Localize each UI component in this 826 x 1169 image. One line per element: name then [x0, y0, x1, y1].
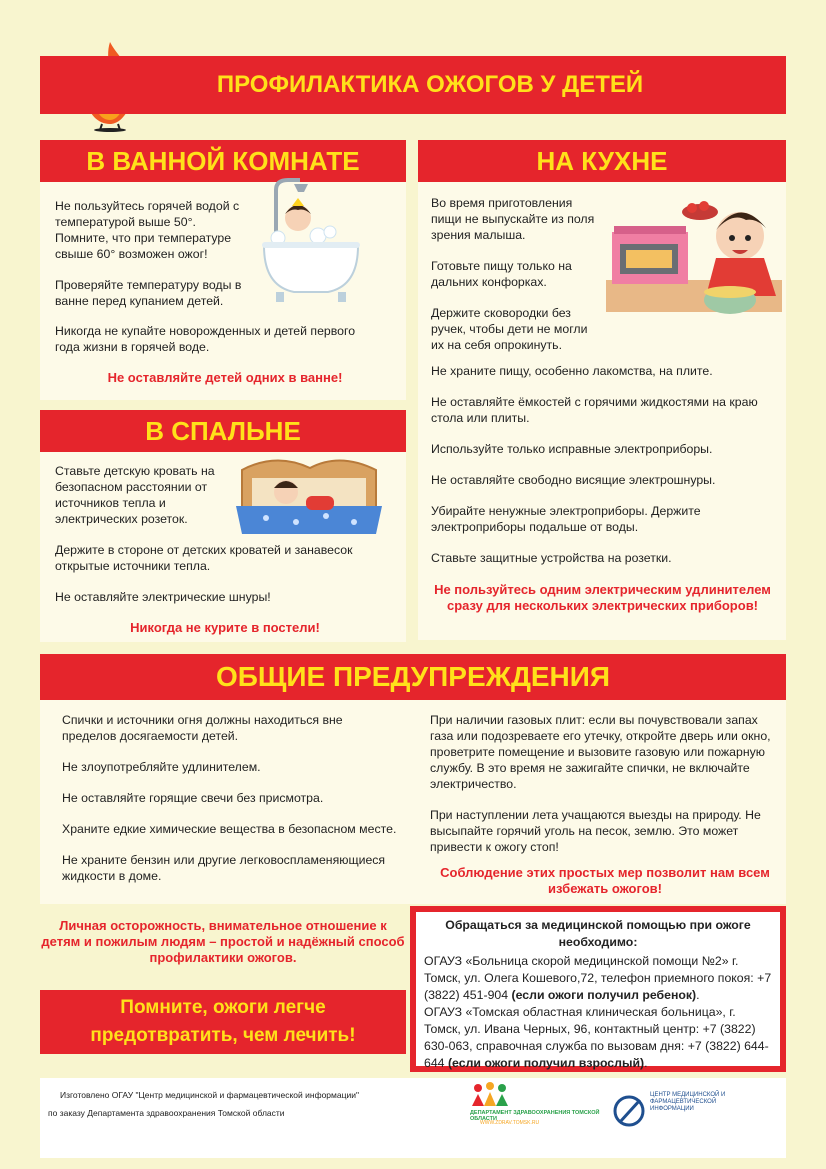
footer: [40, 1078, 786, 1158]
bathroom-text: [55, 198, 250, 324]
kitchen-text-top: [431, 195, 601, 368]
kitchen-para: Убирайте ненужные электроприборы. Держите электроприборы подальше от воды.: [431, 504, 701, 534]
bathroom-warning: Не оставляйте детей одних в ванне!: [107, 370, 343, 385]
page-title: ПРОФИЛАКТИКА ОЖОГОВ У ДЕТЕЙ: [40, 56, 786, 114]
kitchen-warning: Не пользуйтесь одним электрическим удлинителем сразу для нескольких электрических приборов!: [434, 582, 771, 613]
kitchen-para: Готовьте пищу только на дальних конфорках.: [431, 259, 572, 289]
medical-hospital-2: ОГАУЗ «Томская областная клиническая больница», г. Томск, ул. Ивана Черных, 96, контактный центр: +7 (3822) 630-063, справочная служба по вызовам дня: +7 (3822) 644-644 (если ожоги получил взрослый).: [424, 1005, 769, 1070]
bathroom-para: Не пользуйтесь горячей водой с температурой выше 50°. Помните, что при температуре свыше 60° возможен ожог!: [55, 199, 240, 261]
medical-heading: Обращаться за медицинской помощью при ожоге необходимо:: [445, 918, 751, 949]
general-left-para: Храните едкие химические вещества в безопасном месте.: [62, 822, 397, 836]
hospital-2-note: (если ожоги получил взрослый): [447, 1056, 645, 1070]
health-department-url: WWW.ZDRAV.TOMSK.RU: [480, 1120, 540, 1126]
bathroom-para: Никогда не купайте новорожденных и детей первого года жизни в горячей воде.: [55, 324, 356, 354]
kitchen-para: Не оставляйте ёмкостей с горячими жидкостями на краю стола или плиты.: [431, 395, 758, 425]
health-department-name: ДЕПАРТАМЕНТ ЗДРАВООХРАНЕНИЯ ТОМСКОЙ ОБЛАСТИ: [470, 1110, 600, 1122]
bedroom-para: Не оставляйте электрические шнуры!: [55, 590, 271, 604]
health-department-logo-icon: [470, 1082, 510, 1110]
general-left-para: Не храните бензин или другие легковоспламеняющиеся жидкости в доме.: [62, 853, 386, 883]
general-right-warning: Соблюдение этих простых мер позволит нам всем избежать ожогов!: [440, 865, 770, 896]
bedroom-title: В СПАЛЬНЕ: [40, 410, 406, 452]
bedroom-text-top: [55, 463, 230, 542]
general-right-para: При наступлении лета учащаются выезды на природу. Не высыпайте горячий уголь на песок, землю. Это может привести к ожогу стоп!: [430, 808, 761, 854]
medical-info-center-logo-icon: [612, 1094, 646, 1128]
general-left-para: Не злоупотребляйте удлинителем.: [62, 760, 261, 774]
bathtub-illustration-icon: [258, 176, 364, 306]
hospital-2-text: ОГАУЗ «Томская областная клиническая больница», г. Томск, ул. Ивана Черных, 96, контактный центр: +7 (3822) 630-063, справочная служба по вызовам дня: +7 (3822) 644-644: [424, 1005, 769, 1070]
kitchen-para: Не оставляйте свободно висящие электрошнуры.: [431, 473, 716, 487]
medical-hospital-1: ОГАУЗ «Больница скорой медицинской помощи №2» г. Томск, ул. Олега Кошевого,72, телефон приемного покоя: +7 (3822) 451-904 (если ожоги получил ребенок).: [424, 954, 772, 1002]
bedroom-text-bottom: [55, 542, 395, 620]
bathroom-para: Проверяйте температуру воды в ванне перед купанием детей.: [55, 278, 242, 308]
general-right-para: При наличии газовых плит: если вы почувствовали запах газа или подозреваете его утечку, откройте дверь или окно, проветрите помещение и вызовите газовую или пожарную службу. В это время не зажигайте спички, не включайте электричество.: [430, 713, 771, 791]
kitchen-para: Держите сковородки без ручек, чтобы дети не могли их на себя опрокинуть.: [431, 306, 588, 352]
bathroom-text-wide: [55, 323, 375, 370]
general-left-text: [62, 712, 397, 899]
kitchen-para: Ставьте защитные устройства на розетки.: [431, 551, 672, 565]
general-left-warning: Личная осторожность, внимательное отношение к детям и пожилым людям – простой и надёжный способ профилактики ожогов.: [41, 918, 405, 965]
kitchen-para: Не храните пищу, особенно лакомства, на плите.: [431, 364, 713, 378]
general-right-text: [430, 712, 775, 870]
bed-illustration-icon: [236, 456, 382, 538]
kitchen-para: Во время приготовления пищи не выпускайте из поля зрения малыша.: [431, 196, 595, 242]
hospital-1-text: ОГАУЗ «Больница скорой медицинской помощи №2» г. Томск, ул. Олега Кошевого,72, телефон приемного покоя: +7 (3822) 451-904: [424, 954, 772, 1002]
footer-line-1: Изготовлено ОГАУ "Центр медицинской и фармацевтической информации": [60, 1090, 359, 1100]
general-left-para: Не оставляйте горящие свечи без присмотра.: [62, 791, 324, 805]
hospital-1-note: (если ожоги получил ребенок): [511, 988, 697, 1002]
kitchen-text-bottom: [431, 363, 776, 581]
bedroom-para: Ставьте детскую кровать на безопасном расстоянии от источников тепла и электрических розеток.: [55, 464, 215, 526]
bathroom-title: В ВАННОЙ КОМНАТЕ: [40, 140, 406, 182]
slogan-banner: Помните, ожоги легче предотвратить, чем лечить!: [40, 990, 406, 1054]
medical-info-box: [410, 906, 786, 1072]
general-left-para: Спички и источники огня должны находиться вне пределов досягаемости детей.: [62, 713, 343, 743]
bedroom-warning: Никогда не курите в постели!: [130, 620, 320, 635]
kitchen-para: Используйте только исправные электроприборы.: [431, 442, 713, 456]
kitchen-boy-illustration-icon: [606, 196, 782, 326]
bedroom-para: Держите в стороне от детских кроватей и занавесок открытые источники тепла.: [55, 543, 353, 573]
general-title: ОБЩИЕ ПРЕДУПРЕЖДЕНИЯ: [40, 654, 786, 700]
kitchen-title: НА КУХНЕ: [418, 140, 786, 182]
footer-line-2: по заказу Департамента здравоохранения Томской области: [48, 1108, 285, 1118]
medical-info-center-name: ЦЕНТР МЕДИЦИНСКОЙ И ФАРМАЦЕВТИЧЕСКОЙ ИНФОРМАЦИИ: [650, 1092, 726, 1112]
